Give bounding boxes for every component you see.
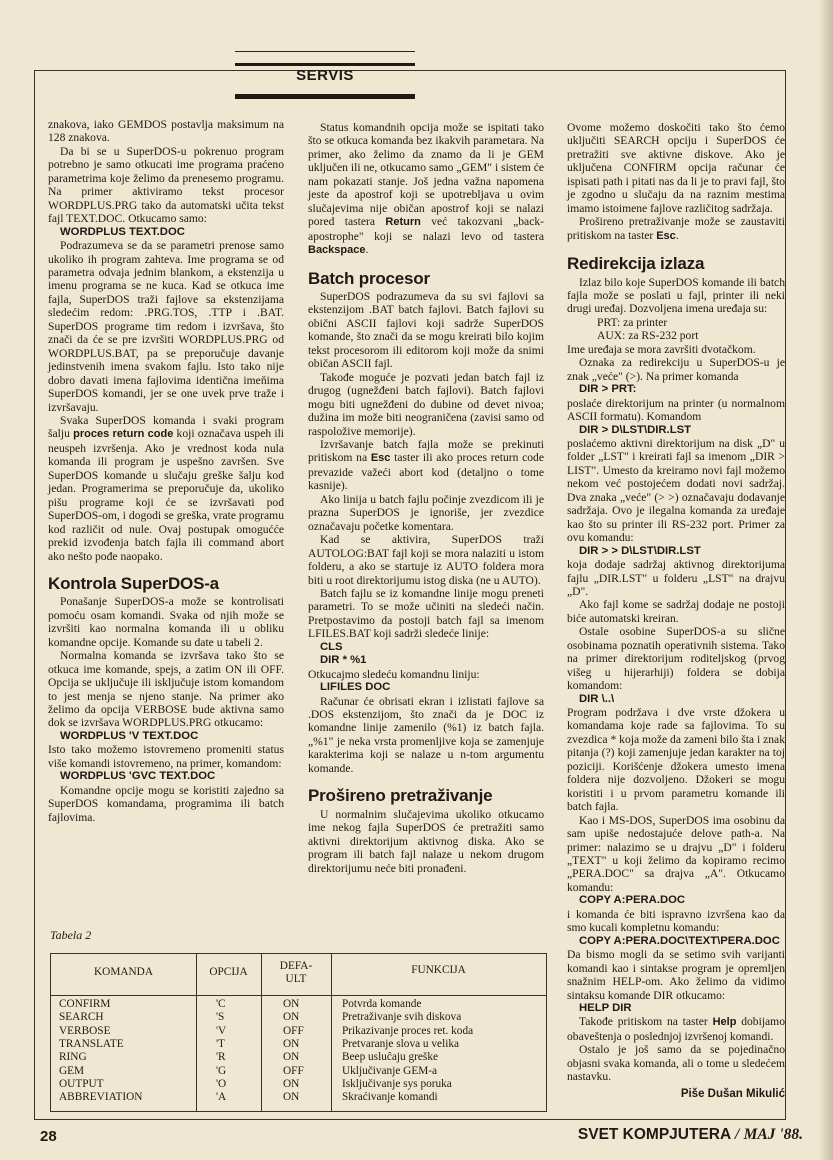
commands-table: [50, 953, 547, 1112]
command-example: LIFILES DOC: [320, 681, 391, 694]
paragraph: Ponašanje SuperDOS-a može se kontrolisati pomoću osam komandi. Svaka od njih može se izvršiti kao normalna komanda ili u obliku komandne opcije. Komande su date u tabeli 2.: [48, 595, 284, 649]
table-cell-funkcija: Uključivanje GEM-a: [342, 1064, 438, 1077]
table-cell-default: ON: [283, 1011, 300, 1024]
paragraph: Izlaz bilo koje SuperDOS komande ili batch fajla može se poslati u fajl, printer ili neki drugi uređaj. Dozvoljena imena uređaja su:: [567, 275, 785, 316]
table-cell-opcija: 'C: [216, 998, 226, 1010]
table-cell-funkcija: Prikazivanje proces ret. koda: [342, 1024, 474, 1037]
command-example: WORDPLUS 'V TEXT.DOC: [60, 729, 199, 742]
command-example: COPY A:PERA.DOC\TEXT\PERA.DOC: [579, 934, 780, 947]
paragraph: Normalna komanda se izvršava tako što se otkuca ime komande, spejs, a zatim ON ili OFF. Opcija se uključuje ili isključuje istom komandom to jest menja se njeno stanje. Na primer ako želimo da opcija VERBOSE bude aktivna samo dok se izvršava WORDPLUS.PRG otkucamo:: [48, 649, 284, 730]
table-header-default: [261, 960, 331, 986]
paragraph: Ostale osobine SuperDOS-a su slične osobinama poznatih operativnih sistema. Tako na primer direktorijum roditeljskog (prvog višeg u hijerarhiji) foldera se dobija komandom:: [567, 625, 785, 693]
column-2: [308, 121, 544, 875]
paragraph: Računar će obrisati ekran i izlistati fajlove sa .DOS ekstenzijom, što znači da je DOC iz komandne linije zamenilo (%1) iz batch fajla. „%1" je neka vrsta promenljive koja se zamenjuje karakterima koji se nalaze u n-tom argumentu komande.: [308, 694, 544, 775]
paragraph: [48, 414, 284, 563]
header-bottom-bar: [235, 94, 415, 99]
paragraph: koja dodaje sadržaj aktivnog direktorijuma fajlu „DIR.LST" u folderu „LST" na drajvu „D".: [567, 558, 785, 598]
table-cell-opcija: 'T: [216, 1037, 225, 1050]
page-edge-shadow: [819, 0, 833, 1160]
author-signature: Piše Dušan Mikulić: [680, 1087, 785, 1100]
key-name: Help: [712, 1016, 737, 1029]
table-cell-opcija: 'S: [216, 1011, 225, 1024]
table-cell-komanda: RING: [59, 1051, 87, 1064]
command-example: DIR \..\: [579, 692, 615, 705]
paragraph: Oznaka za redirekciju u SuperDOS-u je znak „veće" (>). Na primer komanda: [567, 356, 785, 383]
header-top-rule: [235, 51, 415, 52]
table-cell-funkcija: Skraćivanje komandi: [342, 1091, 438, 1104]
table-cell-opcija: 'R: [216, 1051, 226, 1064]
paragraph: [567, 1015, 785, 1043]
command-example: DIR > > D\LST\DIR.LST: [579, 544, 701, 557]
paragraph: Batch fajlu se iz komandne linije mogu preneti parametri. To se može učiniti na sledeći način. Pretpostavimo da postoji batch fajl sa imenom LFILES.BAT koji sadrži sledeće linije:: [308, 586, 544, 641]
table-header-funkcija: FUNKCIJA: [411, 964, 466, 976]
table-cell-opcija: 'G: [216, 1064, 227, 1077]
paragraph: Da bismo mogli da se setimo svih varijanti komandi kao i sintakse program je opremljen snažnim HELP-om. Ako želimo da vidimo sintaksu komande DIR otkucamo:: [567, 948, 785, 1002]
key-name: Backspace: [308, 244, 366, 257]
table-cell-opcija: 'A: [216, 1091, 227, 1104]
paragraph: Ako linija u batch fajlu počinje zvezdicom ili je prazna SuperDOS je ignoriše, jer zvezdice označavaju početke komentara.: [308, 492, 544, 533]
table-divider: [331, 954, 332, 1111]
paragraph: Ovome možemo doskočiti tako što ćemo uključiti SEARCH opciju i SuperDOS će pretražiti sve aktivne diskove. Ako je uključena CONFIRM opcija računar će ispisati path i pitati nas da li je to pravi fajl, što je zgodno u slučaju da na raznim mestima imamo istoimene fajlove različitog sadržaja.: [567, 121, 785, 215]
key-name: Esc: [656, 229, 676, 242]
table-cell-default: ON: [283, 1077, 300, 1090]
table-cell-komanda: CONFIRM: [59, 998, 111, 1010]
section-heading: Prošireno pretraživanje: [308, 786, 493, 806]
command-example: COPY A:PERA.DOC: [579, 894, 686, 907]
section-header: [235, 63, 415, 87]
text-run: .: [675, 228, 679, 242]
command-example: WORDPLUS TEXT.DOC: [60, 225, 185, 238]
table-cell-komanda: ABBREVIATION: [59, 1091, 143, 1104]
section-title: SERVIS: [296, 66, 354, 84]
key-name: Return: [385, 216, 421, 229]
paragraph: Podrazumeva se da se parametri prenose samo ukoliko ih program zahteva. Ime programa se od parametra odvaja jednim blankom, a ekstenzija u imenu programa se ne kuca. Kad se otkuca ime fajla, SuperDOS traži fajlove sa ekstenzijama sledećim redom: .PRG.TOS, .TTP i .BAT. SuperDOS programe tim redom i izvršava, što znači da će se pre izvršiti WORDPLUS.PRG od WORDPLUS.BAT, pa se preporučuje davanje jedinstvenih imena svakom fajlu. Isto tako nije dobro davati imena fajlovima identična imeňima SuperDOS komandi, jer se one uvek prve traže i izvršavaju.: [48, 239, 284, 414]
magazine-name: SVET KOMPJUTERA: [577, 1126, 731, 1143]
paragraph: Kad se aktivira, SuperDOS traži AUTOLOG:BAT fajl koji se mora nalaziti u istom folderu, a ako se startuje iz AUTO foldera mora biti u root direktorijumu istog diska (ne u AUTO).: [308, 533, 544, 587]
text-run: .: [365, 243, 369, 257]
table-cell-opcija: 'O: [216, 1077, 227, 1090]
paragraph: Kao i MS-DOS, SuperDOS ima osobinu da sam upiše nedostajuće delove path-a. Na primer: nalazimo se u drajvu „D" i folderu „TEXT" u koji želimo da kopiramo recimo „PERA.DOC" sa drajva „A". Otkucamo komandu:: [567, 813, 785, 894]
device-name: AUX: za RS-232 port: [597, 329, 699, 343]
device-name: PRT: za printer: [597, 315, 668, 329]
paragraph: Program podržava i dve vrste džokera u komandama koje rade sa fajlovima. To su zvezdica * koja može da zameni bilo šta i znak pitanja (?) koji zamenjuje jedan karakter na toj poziciji. Korišćenje džokera umesto imena foldera nije dozvoljeno. Džokeri se mogu koristiti i u prvom parametru komande ili batch fajla.: [567, 706, 785, 814]
command-example: DIR * %1: [320, 654, 367, 667]
text-run: Svaka SuperDOS komanda i svaki program šalju: [48, 413, 284, 441]
text-run: taster ili ako proces return code prevazide važeći abort kod (detaljno o tome kasnije).: [308, 451, 544, 493]
table-cell-default: OFF: [283, 1024, 304, 1037]
text-run: Status komandnih opcija može se ispitati tako što se otkuca komanda bez ikakvih parametara. Na primer, ako želimo da znamo da li je GEM uključen ili ne, otkucamo samo „GEM" i sistem će nam pokazati stanje. Još jedna važna napomena jeste da apostrof koji se upotrebljava u ovim slučajevima nije običan apostrof koji se nalazi pored tastera: [308, 121, 544, 229]
paragraph: Ime uređaja se mora završiti dvotačkom.: [567, 342, 756, 356]
table-cell-default: ON: [283, 1091, 300, 1104]
table-cell-komanda: VERBOSE: [59, 1024, 111, 1037]
paragraph: poslaće direktorijum na printer (u normalnom ASCII formatu). Komandom: [567, 396, 785, 424]
section-heading: Kontrola SuperDOS-a: [48, 573, 219, 593]
magazine-footer: [578, 1126, 803, 1144]
table-cell-funkcija: Isključivanje sys poruka: [342, 1077, 452, 1090]
footer-separator: /: [734, 1126, 740, 1143]
table-cell-komanda: SEARCH: [59, 1011, 104, 1024]
paragraph: znakova, iako GEMDOS postavlja maksimum na 128 znakova.: [48, 118, 284, 145]
paragraph: Ostalo je još samo da se pojedinačno objasni svaka komanda, ali o tome u sledećem nastavku.: [567, 1043, 785, 1084]
paragraph: [308, 438, 544, 493]
table-cell-funkcija: Pretvaranje slova u velika: [342, 1037, 460, 1050]
paragraph: poslaćemo aktivni direktorijum na disk „D" u folder „LST" i kreirati fajl sa imenom „DIR > LIST". Umesto da kreiramo novi fajl možemo nekom već postojećem dodati novi sadržaj. Dva znaka „veće" (> >) označavaju dodavanje sadržaja. Ovo je ilegalna komanda za uređaje kao što su printer ili RS-232 port. Primer za ovu komandu:: [567, 436, 785, 545]
key-name: Esc: [370, 452, 391, 465]
text-run: Prošireno pretraživanje može se zaustaviti pritiskom na taster: [567, 215, 785, 242]
paragraph: SuperDOS podrazumeva da su svi fajlovi sa ekstenzijom .BAT batch fajlovi. Batch fajlovi su obični ASCII fajlovi koji sadrže SuperDOS komande, što znači da se mogu kreirati bilo kojim tekst procesorom ili editorom koji može da snimi običan ASCII fajl.: [308, 289, 544, 371]
table-cell-komanda: TRANSLATE: [59, 1037, 124, 1050]
table-header-komanda: KOMANDA: [94, 966, 153, 978]
paragraph: [567, 215, 785, 243]
section-heading: Batch procesor: [308, 268, 430, 288]
text-run: Takođe pritiskom na taster: [579, 1015, 713, 1029]
table-cell-funkcija: Potvrda komande: [342, 998, 422, 1010]
table-cell-funkcija: Beep usluĉaju greške: [342, 1051, 438, 1064]
command-example: CLS: [320, 640, 343, 653]
text-run: Izvršavanje batch fajla može se prekinuti pritiskom na: [308, 437, 544, 465]
paragraph: Takođe moguće je pozvati jedan batch fajl iz drugog (ugnežđeni batch fajlovi). Batch fajlovi mogu biti ugnežđeni do dubine od devet nivoa; dužina im može biti neograničena (zavisi samo od raspoložive memorije).: [308, 370, 544, 438]
table-cell-komanda: GEM: [59, 1064, 85, 1077]
table-cell-funkcija: Pretraživanje svih diskova: [342, 1011, 462, 1024]
text-run: koji označava uspeh ili neuspeh izvršenja. Ako je vrednost koda nula komanda ili program je uspešno završen. Sve SuperDOS komande u slučaju greške šalju kod jedan. Programerima se preporučuje da, ukoliko pišu programe koji će se izvršavati pod SuperDOS-om, i dogodi se greška, vrate programu kod različit od nule. Ovaj postupak omogućće prekid izvođenja batch fajla ili command abort ako nešto pođe naopako.: [48, 427, 285, 563]
table-cell-default: OFF: [283, 1064, 304, 1077]
command-example: WORDPLUS 'GVC TEXT.DOC: [60, 770, 216, 783]
paragraph: Isto tako možemo istovremeno promeniti status više komandi istovremeno, na primer, komandom:: [48, 743, 284, 770]
text-run: dobijamo obaveštenja o poslednjoj izvršenoj komandi.: [567, 1015, 785, 1043]
table-caption: Tabela 2: [50, 928, 92, 942]
table-cell-opcija: 'V: [216, 1024, 227, 1037]
table-cell-default: ON: [283, 998, 300, 1010]
paragraph: Komandne opcije mogu se koristiti zajedno sa SuperDOS komandama, programima ili batch fajlovima.: [48, 783, 284, 824]
paragraph: U normalnim slučajevima ukoliko otkucamo ime nekog fajla SuperDOS će pretražiti samo aktivni direktorijum aktivnog diska. Ako se program ili batch fajl nalaze u nekom drugom direktorijumu neće biti pronađeni.: [308, 807, 544, 875]
issue-date: MAJ '88.: [743, 1126, 803, 1143]
header-line: ULT: [285, 973, 307, 985]
command-example: DIR > PRT:: [579, 383, 637, 396]
paragraph: Otkucajmo sledeću komandnu liniju:: [308, 667, 480, 681]
column-3: [567, 121, 785, 1101]
text-run: već takozvani „back-apostrophe" koji se nalazi levo od tastera: [308, 215, 544, 243]
paragraph: i komanda će biti ispravno izvršena kao da smo kucali kompletnu komandu:: [567, 907, 785, 935]
paragraph: Ako fajl kome se sadržaj dodaje ne postoji biće automatski kreiran.: [567, 598, 785, 625]
section-heading: Redirekcija izlaza: [567, 254, 705, 274]
table-cell-komanda: OUTPUT: [59, 1077, 104, 1090]
command-example: HELP DIR: [579, 1002, 632, 1014]
table-header-opcija: OPCIJA: [209, 966, 248, 978]
page-number: 28: [40, 1128, 57, 1145]
header-line: DEFA-: [279, 960, 313, 972]
table-cell-default: ON: [283, 1037, 300, 1050]
column-1: [48, 118, 284, 824]
command-example: DIR > D\LST\DIR.LST: [579, 423, 692, 436]
table-cell-default: ON: [283, 1051, 300, 1064]
paragraph: Da bi se u SuperDOS-u pokrenuo program potrebno je samo otkucati ime programa praćeno parametrima koje želimo da prenesemo programu. Na primer aktiviramo tekst procesor WORDPLUS.PRG tako da automatski učita tekst fajl TEXT.DOC. Otkucamo samo:: [48, 144, 284, 226]
bold-term: proces return code: [73, 428, 174, 441]
paragraph: [308, 121, 544, 258]
